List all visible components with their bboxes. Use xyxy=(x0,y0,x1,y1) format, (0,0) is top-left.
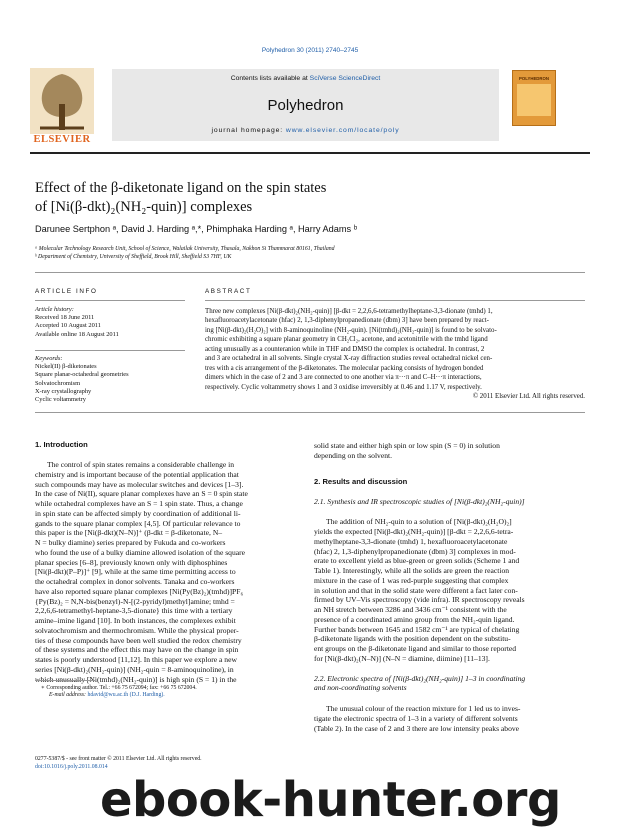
intro-line: such compounds may have as molecular switches and devices [1–3]. xyxy=(35,479,244,489)
p21-line: mixture in the case of 1 was red-purple suggesting that complex xyxy=(314,575,509,585)
intro-line: solvatochromism and thermochromism. While the physical proper- xyxy=(35,625,239,635)
intro-line: of these systems and the effect this may have on the change in spin xyxy=(35,645,239,655)
watermark: ebook-hunter.org xyxy=(100,772,561,828)
p21-line: presence of a coordinated amino group from the NH₂-quin ligand. xyxy=(314,614,515,624)
history-item: Accepted 10 August 2011 xyxy=(35,322,101,330)
intro-line: amine–imine ligand [10]. In both instances, the complexes exhibit xyxy=(35,616,236,625)
intro-line: The control of spin states remains a considerable challenge in xyxy=(47,460,235,469)
p21-line: (hfac) 2, 1,3-diphenylpropanedionate (dbm) 3] complexes in mod- xyxy=(314,546,516,556)
intro-continuation xyxy=(314,441,586,461)
history-item: Received 18 June 2011 xyxy=(35,314,95,322)
results-section xyxy=(314,441,586,733)
footnote-rule xyxy=(35,680,95,681)
keyword-item: Square planar-octahedral geometries xyxy=(35,371,129,379)
intro-line: {Py(Bz)₂ = N,N-bis(benzyl)-N-[(2-pyridyl)methyl]amine; tmhd = xyxy=(35,596,235,606)
intro-line: in spin state can be affected simply by coordination of additional li- xyxy=(35,508,241,518)
abstract-line: ing [Ni(β-dkt)₂(H₂O)₂] with 8-aminoquinoline (NH₂-quin). [Ni(tmhd)₂(NH₂-quin)] is found to be solvato- xyxy=(205,326,497,334)
copyright: © 2011 Elsevier Ltd. All rights reserved. xyxy=(472,393,585,401)
keywords xyxy=(35,355,129,404)
contents-line: Contents lists available at SciVerse ScienceDirect xyxy=(230,75,381,82)
email-link[interactable]: hdavid@wu.ac.th (D.J. Harding). xyxy=(87,692,165,699)
p22-line: tigate the electronic spectra of 1–3 in a variety of different solvents xyxy=(314,713,518,723)
p21-line: firmed by UV–Vis spectroscopy (vide infra). IR spectroscopy reveals xyxy=(314,595,525,605)
intro-line: the octahedral complex in donor solvents. Tanaka and co-workers xyxy=(35,577,235,586)
cont-line: solid state and either high spin or low spin (S = 0) in solution xyxy=(314,441,500,450)
journal-cover xyxy=(512,70,556,126)
homepage-line: journal homepage: www.elsevier.com/locate/poly xyxy=(211,127,400,134)
abstract-line: and 3 are octahedral in all solvents. Single crystal X-ray diffraction studies reveal octahedral nickel cen- xyxy=(205,355,493,363)
abstract-line: hexafluoroacetylacetonate (hfac) 2, 1,3-diphenylpropanedionate (dbm) 3] have been prepared by react- xyxy=(205,317,489,325)
abstract-line: dimers which in the case of 2 and 3 are connected to one another via π···π and C–H···π interactions, xyxy=(205,374,482,382)
article-history xyxy=(35,306,119,339)
keyword-item: Nickel(II) β-diketonates xyxy=(35,363,97,371)
keyword-item: X-ray crystallography xyxy=(35,387,92,395)
publisher-name: ELSEVIER xyxy=(33,134,91,145)
cont-line: depending on the solvent. xyxy=(314,450,393,460)
p22-line: (Table 2). In the case of 2 and 3 there are low intensity peaks above xyxy=(314,723,520,733)
p21-line: for [Ni(β-dkt)₂(N–N)] (N–N = diamine, diimine) [11–13]. xyxy=(314,653,490,663)
intro-line: N = bulky diamine) series prepared by Fukuda and co-workers xyxy=(35,538,226,547)
p22-line: The unusual colour of the reaction mixture for 1 led us to inves- xyxy=(326,704,521,713)
intro-line: 2,2,6,6-tetramethyl-heptane-3,5-dionate} this time with a tertiary xyxy=(35,606,233,616)
issn-line: 0277-5387/$ - see front matter © 2011 Elsevier Ltd. All rights reserved. xyxy=(35,756,202,762)
subsection-2-1-heading: 2.1. Synthesis and IR spectroscopic studies of [Ni(β-dkt)₂(NH₂-quin)] xyxy=(314,496,525,506)
journal-title: Polyhedron xyxy=(267,97,344,114)
p21-line: in solution and that in the solid state were different a fact later con- xyxy=(314,585,518,595)
subsection-2-2-body xyxy=(314,704,586,733)
p21-line: ent groups on the β-diketonate ligand and similar to those reported xyxy=(314,644,517,653)
affil-rule xyxy=(35,272,585,273)
doi-link[interactable]: doi:10.1016/j.poly.2011.08.014 xyxy=(35,764,108,770)
affiliation-a: ᵃ Molecular Technology Research Unit, School of Science, Walailak University, Thasala, Nakhon Si Thammarat 80161, Thailand xyxy=(35,246,335,252)
intro-line: who found the use of a bulky diamine allowed isolation of the square xyxy=(35,547,246,557)
subsection-2-1-body xyxy=(314,517,586,663)
article-info-heading: ARTICLE INFO xyxy=(35,288,98,295)
authors: Darunee Sertphon ᵃ, David J. Harding ᵃ,*, Phimphaka Harding ᵃ, Harry Adams ᵇ xyxy=(35,224,358,234)
cover-art xyxy=(517,84,551,116)
abstract-heading: ABSTRACT xyxy=(205,288,252,295)
intro-heading: 1. Introduction xyxy=(35,440,88,449)
subsection-2-2-heading: 2.2. Electronic spectra of [Ni(β-dkt)₂(NH₂-quin)] 1–3 in coordinating and non-coordinating solvents xyxy=(314,673,526,693)
intro-line: while octahedral complexes have an S = 1 spin state. Thus, a change xyxy=(35,499,243,508)
intro-line: In the case of Ni(II), square planar complexes have an S = 0 spin state xyxy=(35,489,248,499)
p21-line: an NH stretch between 3286 and 3436 cm⁻¹ consistent with the xyxy=(314,605,507,614)
article-title xyxy=(35,179,326,216)
intro-line: states is poorly understood [11,12]. In this paper we explore a new xyxy=(35,655,237,664)
p21-line: yields the expected [Ni(β-dkt)₂(NH₂-quin)] [β-dkt = 2,2,6,6-tetra- xyxy=(314,527,514,536)
sciencedirect-link[interactable]: SciVerse ScienceDirect xyxy=(309,75,381,82)
intro-line: which unusually [Ni(tmhd)₂(NH₂-quin)] is high spin (S = 1) in the xyxy=(35,674,237,684)
p21-line: The addition of NH₂-quin to a solution of [Ni(β-dkt)₂(H₂O)₂] xyxy=(326,517,512,527)
elsevier-logo xyxy=(30,68,94,148)
history-item: Available online 18 August 2011 xyxy=(35,330,119,338)
abstract-line: acting unusually as a counteranion while in THF and DMSO the complex is octahedral. In contrast, 2 xyxy=(205,345,485,353)
abstract-line: Three new complexes [Ni(β-dkt)₂(NH₂-quin)] [β-dkt = 2,2,6,6-tetramethylheptane-3,3-dionate (tmhd) 1, xyxy=(205,308,493,315)
title-line-1: Effect of the β-diketonate ligand on the spin states xyxy=(35,180,327,196)
affiliation-b: ᵇ Department of Chemistry, University of Sheffield, Brook Hill, Sheffield S3 7HF, UK xyxy=(35,254,232,260)
intro-line: gands to the square planar complex [4,5]. Of particular relevance to xyxy=(35,518,241,528)
intro-line: [Ni(β-dkt)(P–P)]⁺ [9], while at the same time permitting access to xyxy=(35,567,236,577)
abstract-line: respectively. Cyclic voltammetry shows 1 and 3 oxidise irreversibly at 0.46 and 1.17 V, respectively. xyxy=(205,383,482,391)
footnote xyxy=(35,685,300,700)
p21-line: methylheptane-3,3-dionate (tmhd) 1, hexafluoroacetylacetonate xyxy=(314,536,508,546)
email-line: E-mail address: hdavid@wu.ac.th (D.J. Harding). xyxy=(49,692,165,699)
abstract-line: chromic exhibiting a square planar geometry in CH₂Cl₂, acetone, and acetonitrile with the tmhd ligand xyxy=(205,336,488,344)
history-label: Article history: xyxy=(35,306,74,313)
keywords-rule xyxy=(35,350,185,351)
abstract-rule xyxy=(205,300,585,301)
corresponding-author: ∗ Corresponding author. Tel.: +66 75 672094; fax: +66 75 672004. xyxy=(41,685,197,691)
intro-section xyxy=(35,440,300,684)
results-heading: 2. Results and discussion xyxy=(314,476,408,486)
masthead xyxy=(112,69,499,141)
intro-body xyxy=(35,460,300,684)
intro-line: series [Ni(β-dkt)₂(NH₂-quin)] (NH₂-quin = 8-aminoquinoline), in xyxy=(35,664,234,674)
p21-line: Further bands between 1645 and 1582 cm⁻¹ are typical of chelating xyxy=(314,624,520,634)
keywords-label: Keywords: xyxy=(35,355,63,362)
p21-line: β-diketonate ligands with the position dependent on the substitu- xyxy=(314,634,511,644)
intro-line: have also reported square planar complexes [Ni(Py(Bz)₂)(tmhd)]PF₆ xyxy=(35,586,244,596)
intro-line: planar species [6–8], previously known only with diphosphines xyxy=(35,557,228,567)
keyword-item: Solvatochromism xyxy=(35,379,81,387)
keyword-item: Cyclic voltammetry xyxy=(35,396,86,404)
article-info-rule xyxy=(35,300,185,301)
intro-line: ties of these compounds have been well studied the redox chemistry xyxy=(35,635,242,645)
abstract-text xyxy=(205,307,585,402)
abstract-line: tres with a cis arrangement of the β-diketonates. The molecular packing consists of hydrogen bonded xyxy=(205,364,484,372)
intro-line: this paper is the [Ni(β-dkt)(N–N)]⁺ (β-dkt = β-diketonate, N– xyxy=(35,528,223,538)
p21-line: erate to excellent yield as blue-green or green solids (Scheme 1 and xyxy=(314,556,520,566)
cover-title: POLYHEDRON xyxy=(519,76,549,81)
journal-citation[interactable]: Polyhedron 30 (2011) 2740–2745 xyxy=(261,47,359,54)
header-rule xyxy=(30,152,590,154)
title-line-2: of [Ni(β-dkt)₂(NH₂-quin)] complexes xyxy=(35,198,253,215)
abstract-bottom-rule xyxy=(35,412,585,413)
p21-line: Table 1). Interestingly, while all the solids are green the reaction xyxy=(314,566,510,575)
homepage-link[interactable]: www.elsevier.com/locate/poly xyxy=(285,127,400,134)
intro-line: chemistry and is important because of the potential application that xyxy=(35,469,239,479)
